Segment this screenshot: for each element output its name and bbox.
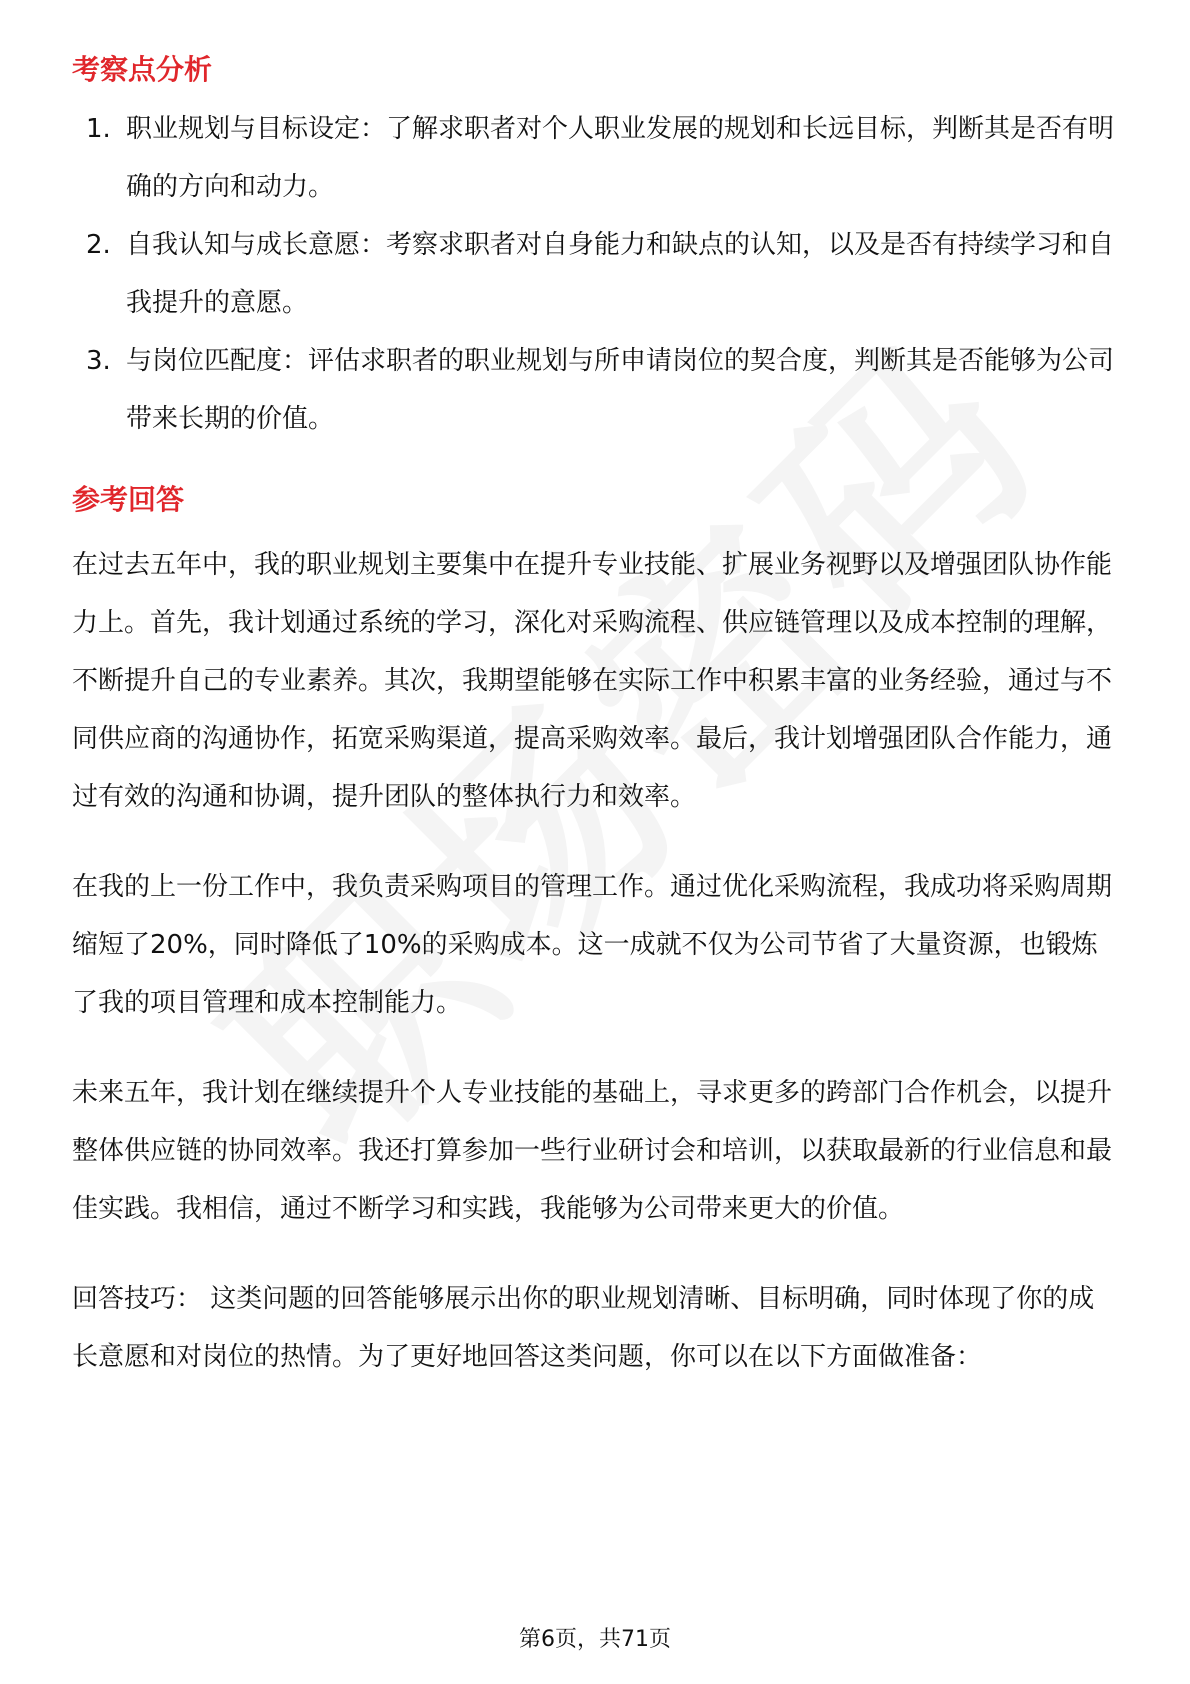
- analysis-item-text: 自我认知与成长意愿：考察求职者对自身能力和缺点的认知，以及是否有持续学习和自我提升的意愿。: [126, 230, 1115, 318]
- analysis-item-number: 3.: [86, 346, 111, 376]
- analysis-item-number: 2.: [86, 230, 111, 260]
- analysis-item: [72, 100, 1118, 216]
- analysis-heading: 考察点分析: [72, 53, 213, 86]
- analysis-item-number: 1.: [86, 114, 111, 144]
- analysis-item-text: 职业规划与目标设定：了解求职者对个人职业发展的规划和长远目标，判断其是否有明确的方向和动力。: [126, 114, 1115, 202]
- answer-paragraph: 在过去五年中，我的职业规划主要集中在提升专业技能、扩展业务视野以及增强团队协作能力上。首先，我计划通过系统的学习，深化对采购流程、供应链管理以及成本控制的理解，不断提升自己的专业素养。其次，我期望能够在实际工作中积累丰富的业务经验，通过与不同供应商的沟通协作，拓宽采购渠道，提高采购效率。最后，我计划增强团队合作能力，通过有效的沟通和协调，提升团队的整体执行力和效率。: [72, 550, 1113, 812]
- answer-heading: 参考回答: [72, 483, 185, 516]
- analysis-item-text: 与岗位匹配度：评估求职者的职业规划与所申请岗位的契合度，判断其是否能够为公司带来长期的价值。: [126, 346, 1115, 434]
- page-number: 第6页，共71页: [519, 1627, 671, 1652]
- page-content: [72, 46, 1118, 1418]
- answer-paragraph: 未来五年，我计划在继续提升个人专业技能的基础上，寻求更多的跨部门合作机会，以提升整体供应链的协同效率。我还打算参加一些行业研讨会和培训，以获取最新的行业信息和最佳实践。我相信，通过不断学习和实践，我能够为公司带来更大的价值。: [72, 1078, 1113, 1224]
- answer-paragraph: 在我的上一份工作中，我负责采购项目的管理工作。通过优化采购流程，我成功将采购周期缩短了20%，同时降低了10%的采购成本。这一成就不仅为公司节省了大量资源，也锻炼了我的项目管理和成本控制能力。: [72, 872, 1113, 1018]
- answer-tips-paragraph: 回答技巧： 这类问题的回答能够展示出你的职业规划清晰、目标明确，同时体现了你的成长意愿和对岗位的热情。为了更好地回答这类问题，你可以在以下方面做准备：: [72, 1284, 1095, 1372]
- analysis-item: [72, 216, 1118, 332]
- analysis-item: [72, 332, 1118, 448]
- analysis-list: [72, 100, 1118, 448]
